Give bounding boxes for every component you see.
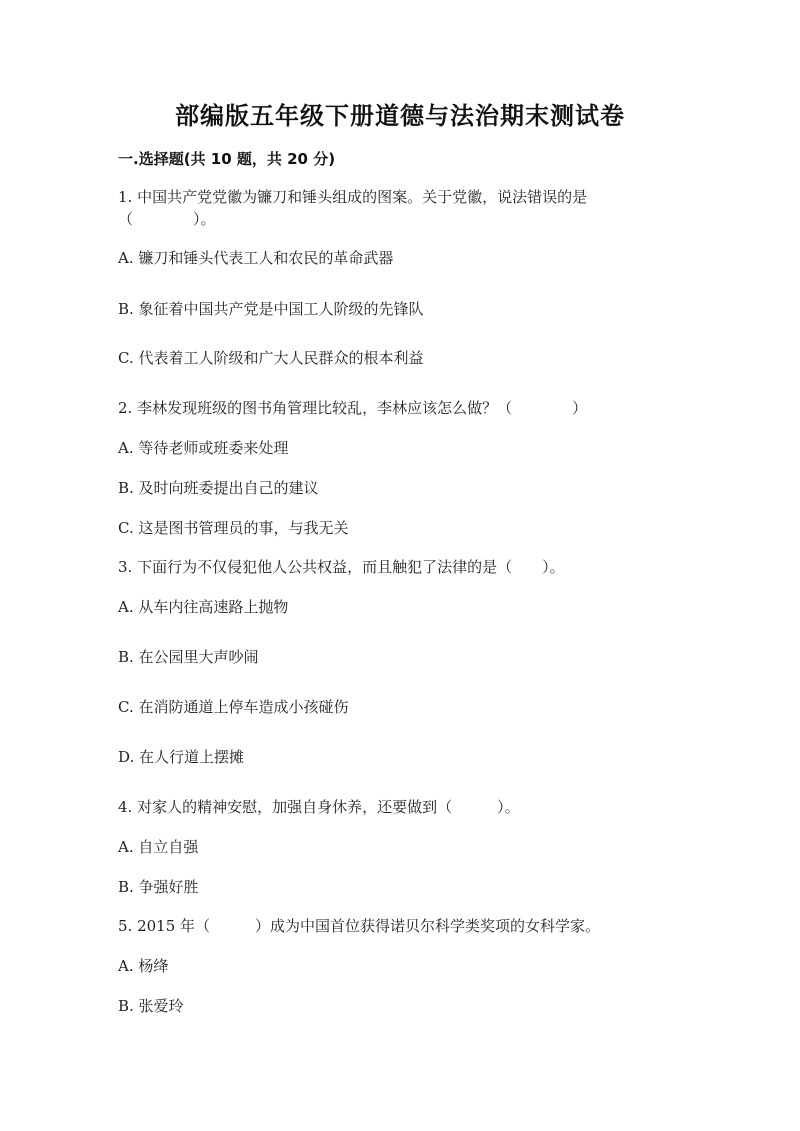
question-2-option-a: A. 等待老师或班委来处理 xyxy=(118,439,289,457)
question-5-option-a: A. 杨绛 xyxy=(118,957,169,975)
question-3-option-b: B. 在公园里大声吵闹 xyxy=(118,648,259,666)
question-1-option-b: B. 象征着中国共产党是中国工人阶级的先锋队 xyxy=(118,300,424,318)
question-3-option-c: C. 在消防通道上停车造成小孩碰伤 xyxy=(118,698,349,716)
question-1-stem: 1. 中国共产党党徽为镰刀和锤头组成的图案。关于党徽，说法错误的是 xyxy=(118,188,588,206)
section-header: 一.选择题(共 10 题，共 20 分) xyxy=(118,150,336,168)
question-4-option-b: B. 争强好胜 xyxy=(118,878,199,896)
question-5-stem: 5. 2015 年（ ）成为中国首位获得诺贝尔科学类奖项的女科学家。 xyxy=(118,917,601,935)
question-1-option-c: C. 代表着工人阶级和广大人民群众的根本利益 xyxy=(118,349,424,367)
question-2-stem: 2. 李林发现班级的图书角管理比较乱，李林应该怎么做？（ ） xyxy=(118,399,588,417)
question-1-stem-continued: （ ）。 xyxy=(118,210,216,228)
question-2-option-b: B. 及时向班委提出自己的建议 xyxy=(118,479,319,497)
question-3-option-d: D. 在人行道上摆摊 xyxy=(118,748,245,766)
question-4-option-a: A. 自立自强 xyxy=(118,838,199,856)
question-3-option-a: A. 从车内往高速路上抛物 xyxy=(118,598,289,616)
question-5-option-b: B. 张爱玲 xyxy=(118,997,184,1015)
question-4-stem: 4. 对家人的精神安慰，加强自身休养，还要做到（ ）。 xyxy=(118,798,520,816)
question-3-stem: 3. 下面行为不仅侵犯他人公共权益，而且触犯了法律的是（ ）。 xyxy=(118,558,565,576)
question-1-option-a: A. 镰刀和锤头代表工人和农民的革命武器 xyxy=(118,249,394,267)
document-title: 部编版五年级下册道德与法治期末测试卷 xyxy=(175,101,625,130)
question-2-option-c: C. 这是图书管理员的事，与我无关 xyxy=(118,519,349,537)
